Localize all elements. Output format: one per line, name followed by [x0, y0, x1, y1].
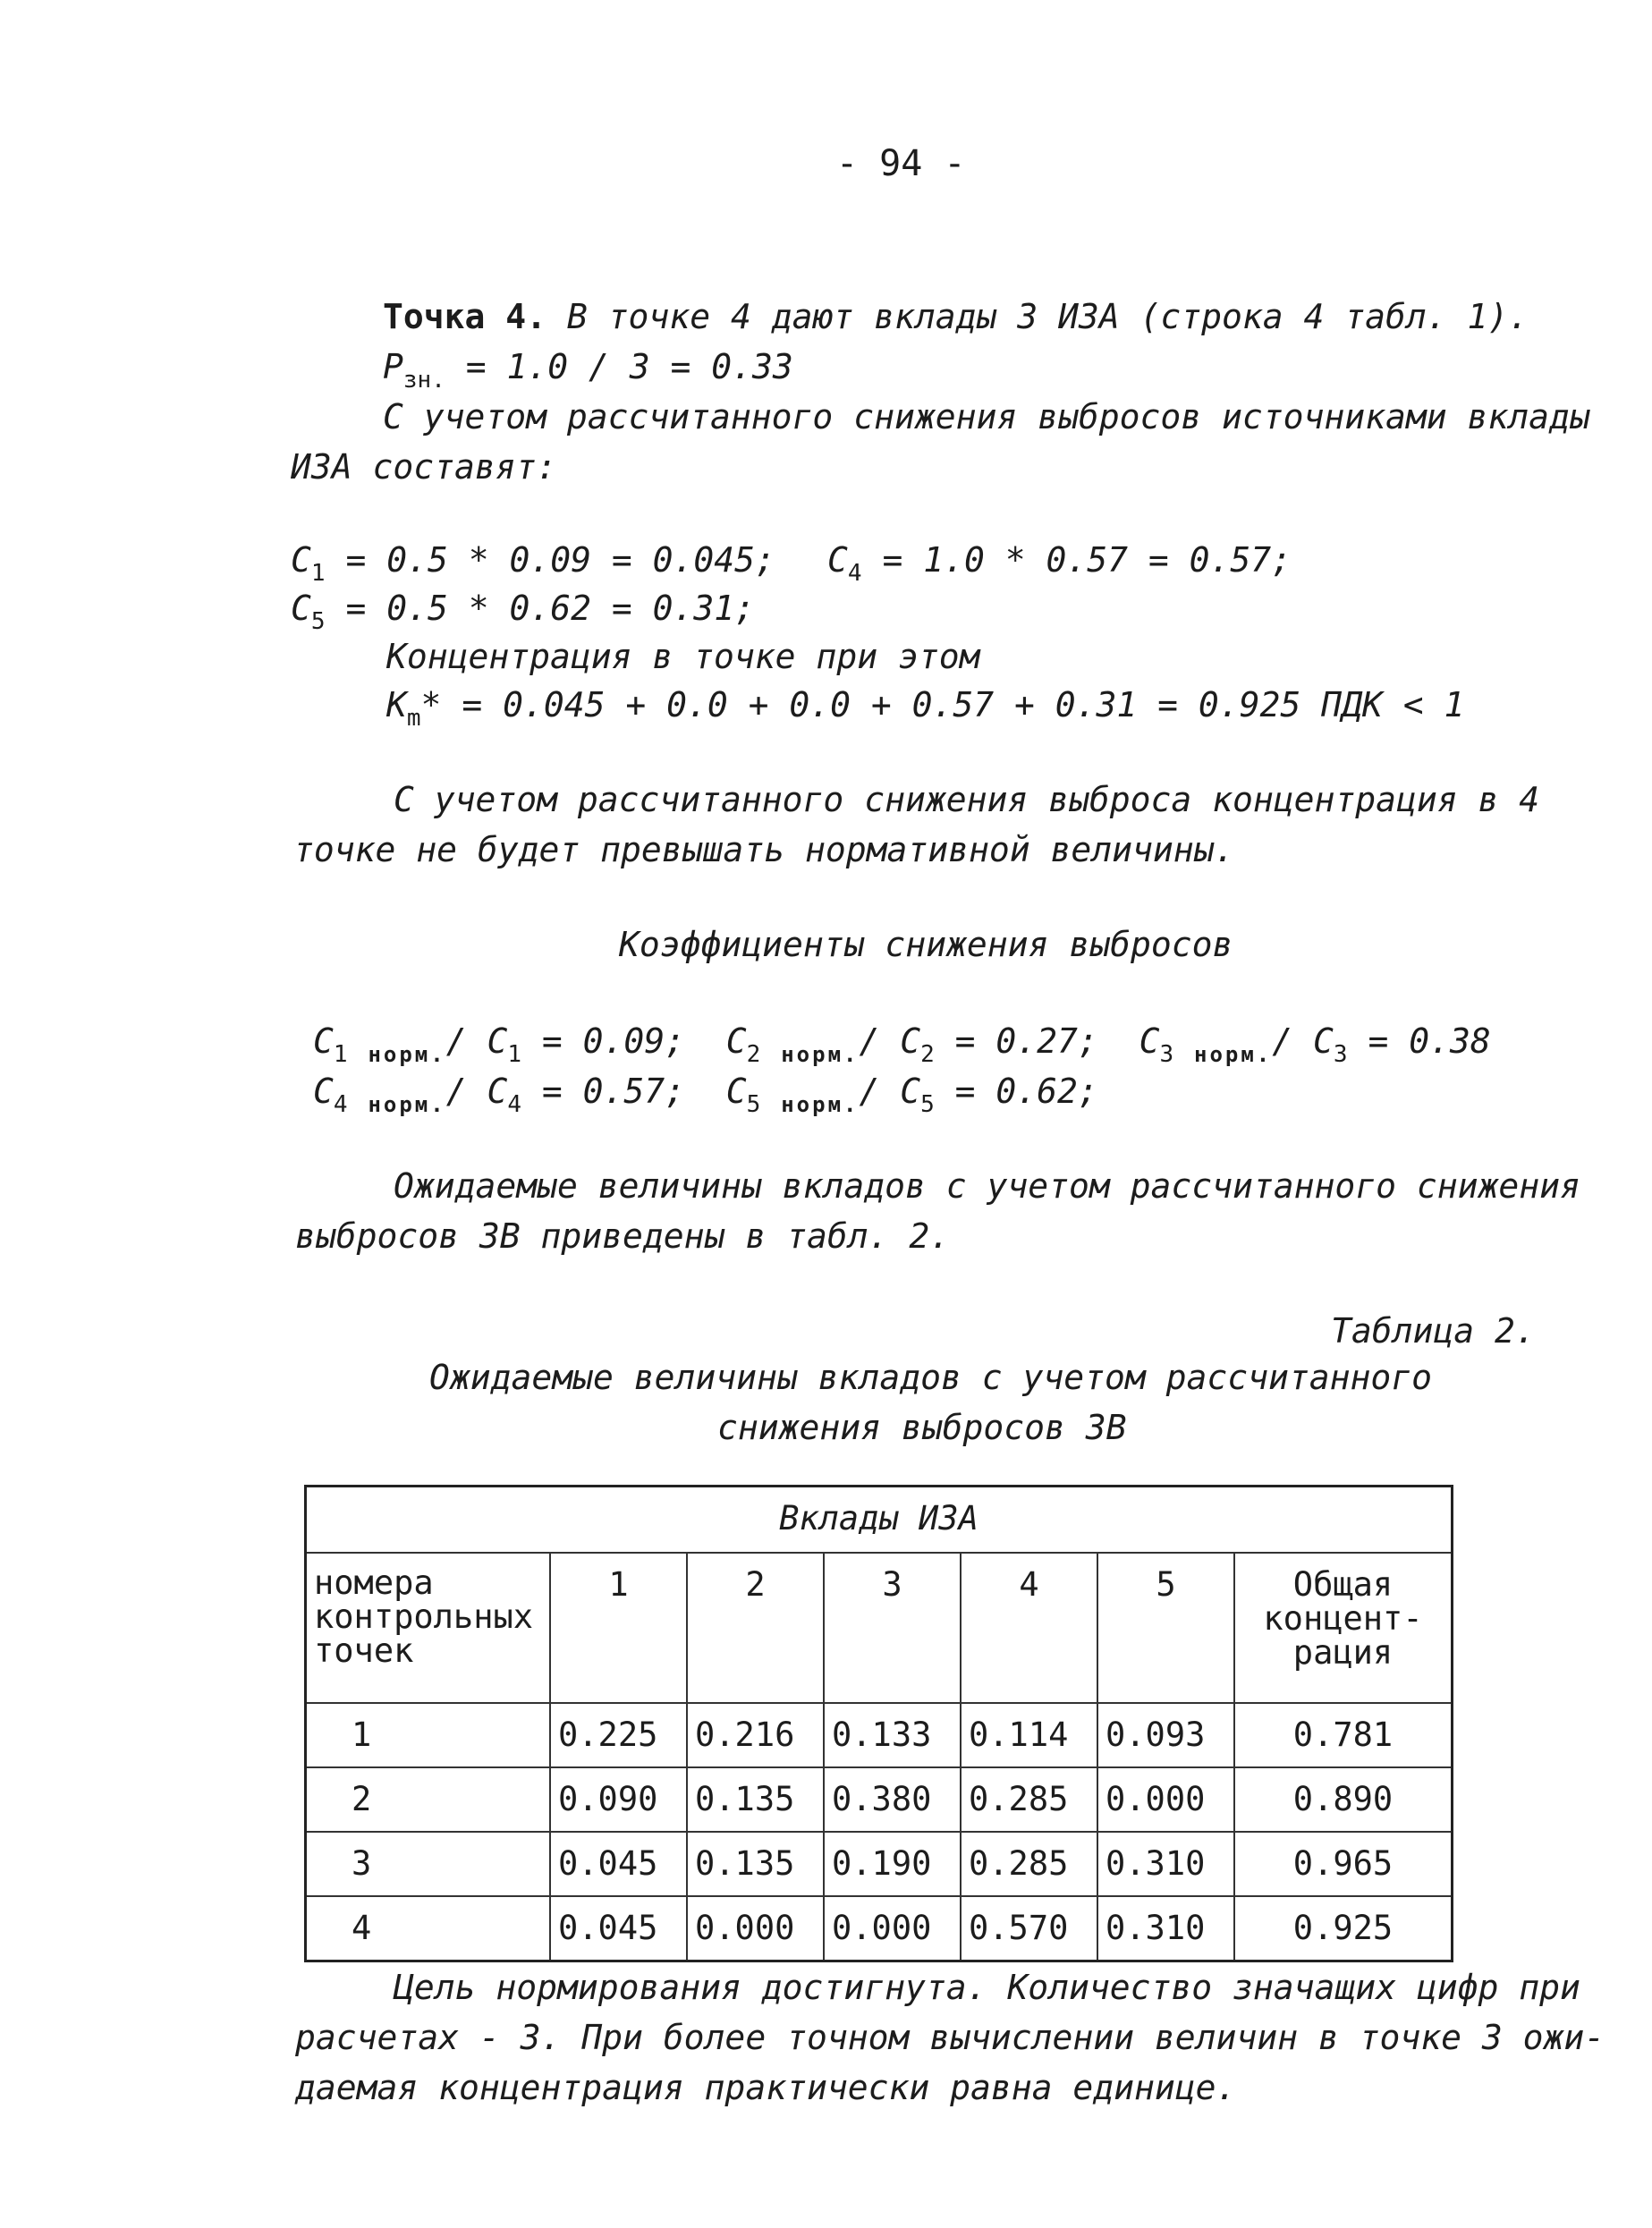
p-symbol: P — [383, 347, 403, 386]
norm-c2: норм. — [781, 1042, 860, 1067]
page-number: - 94 - — [836, 143, 966, 184]
conclusion1-line1: С учетом рассчитанного снижения выброса концентрация в 4 — [394, 780, 1540, 819]
point4-intro: В точке 4 дают вклады 3 ИЗА (строка 4 табл. 1). — [566, 297, 1529, 336]
norm-c1: норм. — [368, 1042, 446, 1067]
c5-formula: $C_5 = 0.5 * 0.62 = 0.31$; — [291, 589, 755, 635]
col-header-3: 3 — [824, 1553, 961, 1703]
table2-label: Таблица 2. — [1331, 1311, 1536, 1351]
conclusion1-line2: точке не будет превышать нормативной величины. — [293, 830, 1235, 869]
km-expression: = 0.045 + 0.0 + 0.0 + 0.57 + 0.31 = 0.925 ПДК < 1 — [462, 685, 1465, 724]
final-line1: Цель нормирования достигнута. Количество значащих цифр при — [394, 1968, 1580, 2007]
final-line3: даемая концентрация практически равна единице. — [295, 2068, 1237, 2107]
col-header-4: 4 — [961, 1553, 1097, 1703]
coef-heading: Коэффициенты снижения выбросов — [619, 925, 1233, 964]
table2-caption-line2: снижения выбросов ЗВ — [717, 1408, 1127, 1447]
table-row: 2 0.090 0.135 0.380 0.285 0.000 0.890 — [306, 1767, 1453, 1832]
reduction-text-line1: С учетом рассчитанного снижения выбросов источниками вклады — [383, 397, 1590, 436]
coef-c5-value: = 0.62; — [954, 1072, 1098, 1111]
norm-c5: норм. — [781, 1092, 860, 1117]
table2 — [304, 1485, 1453, 1962]
table-row: 1 0.225 0.216 0.133 0.114 0.093 0.781 — [306, 1703, 1453, 1767]
norm-c3: норм. — [1194, 1042, 1273, 1067]
c1-formula: $C_1 = 0.5 * 0.09 = 0.045$; — [291, 540, 775, 587]
group-header: Вклады ИЗА — [306, 1487, 1453, 1554]
norm-c4: норм. — [368, 1092, 446, 1117]
expected-line2: выбросов ЗВ приведены в табл. 2. — [295, 1216, 951, 1256]
point4-intro-line — [383, 292, 1529, 342]
c4-formula: $C_4 = 1.0 * 0.57 = 0.57$; — [827, 540, 1292, 587]
p-expression: = 1.0 / 3 = 0.33 — [465, 347, 793, 386]
c4-sub: 4 — [847, 560, 862, 587]
c5-expression: = 0.5 * 0.62 = 0.31; — [345, 589, 755, 628]
coef-c4-value: = 0.57; — [541, 1072, 686, 1111]
coef-c2-value: = 0.27; — [954, 1021, 1098, 1061]
coef-row2: $C_4$ $_{норм.}$/ $C_4 = 0.57$; $C_5$ $_{норм.}$/ $C_5 = 0.62$; — [313, 1072, 1098, 1118]
table-row: 3 0.045 0.135 0.190 0.285 0.310 0.965 — [306, 1832, 1453, 1896]
c5-sub: 5 — [310, 608, 326, 635]
c1-sub: 1 — [310, 560, 326, 587]
col-header-5: 5 — [1097, 1553, 1234, 1703]
table2-caption-line1: Ожидаемые величины вкладов с учетом рассчитанного — [429, 1358, 1433, 1397]
point4-title: Точка 4. — [383, 297, 547, 336]
p-subscript: зн. — [402, 367, 445, 394]
col-header-total: Общая концент- рация — [1234, 1553, 1453, 1703]
c1-expression: = 0.5 * 0.09 = 0.045; — [345, 540, 775, 580]
c4-expression: = 1.0 * 0.57 = 0.57; — [882, 540, 1292, 580]
coef-c3-value: = 0.38 — [1368, 1021, 1491, 1061]
final-line2: расчетах - 3. При более точном вычислении величин в точке 3 ожи- — [295, 2018, 1605, 2057]
row-header-cell: номера контрольных точек — [306, 1553, 551, 1703]
p-formula — [383, 342, 793, 392]
reduction-text-line2: ИЗА составят: — [291, 447, 557, 487]
km-formula: $K_m* = 0.045 + 0.0 + 0.0 + 0.57 + 0.31 = 0.925$ ПДК < 1 — [386, 685, 1465, 732]
coef-row1: $C_1$ $_{норм.}$/ $C_1 = 0.09$; $C_2$ $_{норм.}$/ $C_2 = 0.27$; $C_3$ $_{норм.}$/ $C_3 = 0.38$ — [313, 1021, 1491, 1068]
col-header-1: 1 — [550, 1553, 687, 1703]
table-row: 4 0.045 0.000 0.000 0.570 0.310 0.925 — [306, 1896, 1453, 1961]
concentration-label: Концентрация в точке при этом — [386, 637, 980, 676]
col-header-2: 2 — [687, 1553, 824, 1703]
coef-c1-value: = 0.09; — [541, 1021, 686, 1061]
expected-line1: Ожидаемые величины вкладов с учетом рассчитанного снижения — [394, 1166, 1580, 1206]
